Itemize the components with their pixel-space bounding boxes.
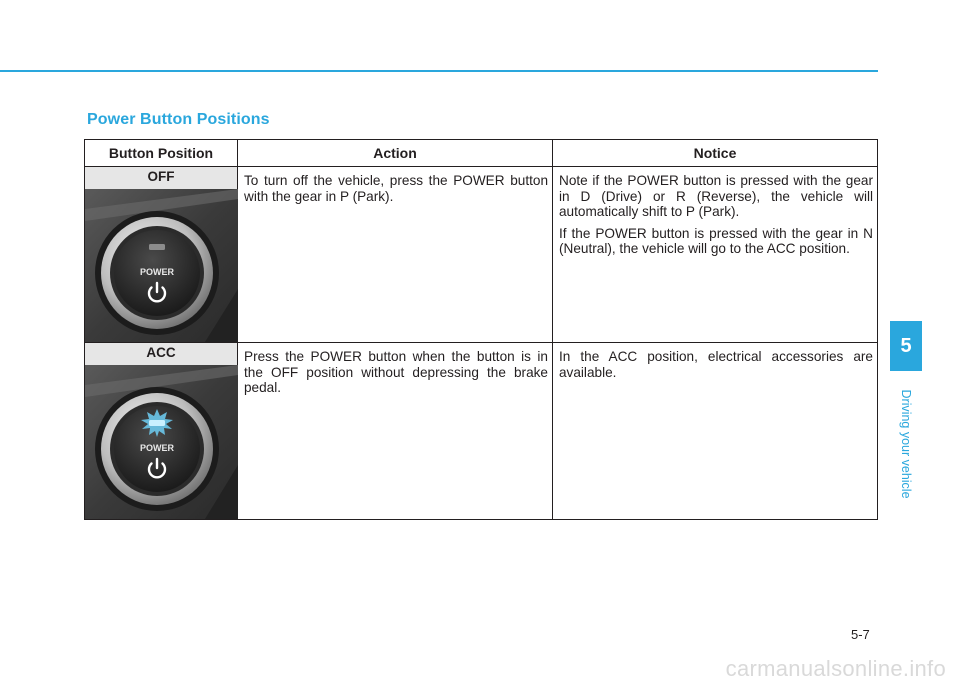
chapter-title: Driving your vehicle — [899, 388, 913, 499]
watermark: carmanualsonline.info — [725, 656, 946, 681]
action-text: To turn off the vehicle, press the POWER button with the gear in P (Park). — [244, 173, 548, 204]
chapter-number: 5 — [890, 321, 922, 371]
power-button-off-image — [85, 189, 238, 342]
indicator-on — [149, 420, 165, 426]
power-button-table — [84, 139, 878, 520]
action-cell-acc — [238, 343, 553, 520]
table-row — [85, 167, 878, 343]
indicator-off — [149, 244, 165, 250]
table-header-row — [85, 140, 878, 167]
position-label: ACC — [85, 343, 237, 365]
action-text: Press the POWER button when the button is in the OFF position without depressing the brake pedal. — [244, 349, 548, 395]
power-button-label: POWER — [139, 443, 175, 453]
page-number: 5-7 — [851, 627, 870, 642]
notice-text: Note if the POWER button is pressed with the gear in D (Drive) or R (Reverse), the vehicle will automatically shift to P (Park). — [559, 173, 873, 219]
notice-text: In the ACC position, electrical accessories are available. — [559, 349, 873, 380]
notice-text: If the POWER button is pressed with the gear in N (Neutral), the vehicle will go to the ACC position. — [559, 225, 873, 256]
section-title: Power Button Positions — [87, 111, 270, 128]
position-cell-acc — [85, 343, 238, 520]
action-cell-off — [238, 167, 553, 343]
table-row — [85, 343, 878, 520]
position-cell-off — [85, 167, 238, 343]
chapter-tab — [890, 321, 922, 506]
position-label: OFF — [85, 167, 237, 189]
notice-cell-off — [553, 167, 878, 343]
power-button-label: POWER — [139, 267, 175, 277]
header-button-position: Button Position — [85, 140, 238, 167]
header-action: Action — [238, 140, 553, 167]
notice-cell-acc — [553, 343, 878, 520]
top-rule — [0, 70, 878, 72]
header-notice: Notice — [553, 140, 878, 167]
power-button-acc-image — [85, 365, 238, 519]
